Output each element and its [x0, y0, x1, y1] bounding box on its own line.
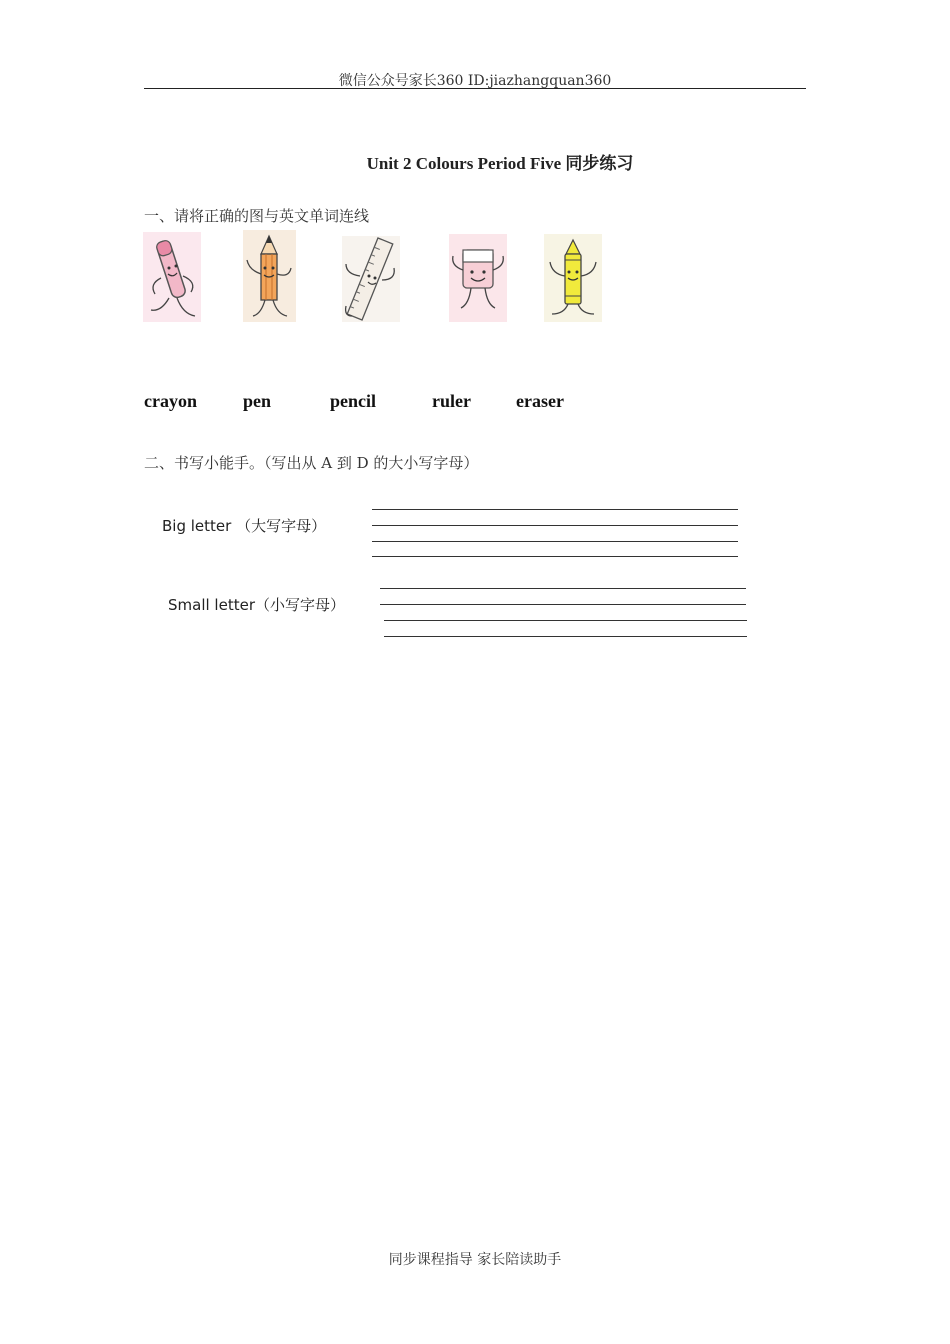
big-letter-line[interactable] [372, 509, 738, 510]
word-pencil: pencil [330, 391, 377, 411]
big-letter-line[interactable] [372, 556, 738, 557]
section2-heading: 二、书写小能手。（写出从 A 到 D 的大小写字母） [144, 454, 479, 472]
pencil-character-icon [243, 230, 296, 322]
word-ruler: ruler [432, 391, 471, 411]
section1-heading: 一、请将正确的图与英文单词连线 [144, 207, 370, 225]
small-letter-line[interactable] [384, 636, 747, 637]
small-letter-line[interactable] [380, 588, 746, 589]
word-crayon: crayon [144, 391, 197, 411]
small-letter-line[interactable] [384, 620, 747, 621]
word-eraser: eraser [516, 391, 564, 411]
big-letter-label: Big letter （大写字母） [162, 517, 327, 535]
big-letter-line[interactable] [372, 525, 738, 526]
footer-text: 同步课程指导 家长陪读助手 [388, 1252, 562, 1268]
header-text: 微信公众号家长360 ID:jiazhangquan360 [338, 73, 612, 89]
header-rule [144, 88, 806, 89]
ruler-character-icon [342, 236, 400, 322]
pen-character-icon [143, 232, 201, 322]
small-letter-line[interactable] [380, 604, 746, 605]
small-letter-label: Small letter（小写字母） [168, 596, 345, 614]
word-pen: pen [243, 391, 272, 411]
page-title: Unit 2 Colours Period Five 同步练习 [366, 154, 634, 173]
big-letter-line[interactable] [372, 541, 738, 542]
crayon-character-icon [544, 234, 602, 322]
eraser-character-icon [449, 234, 507, 322]
